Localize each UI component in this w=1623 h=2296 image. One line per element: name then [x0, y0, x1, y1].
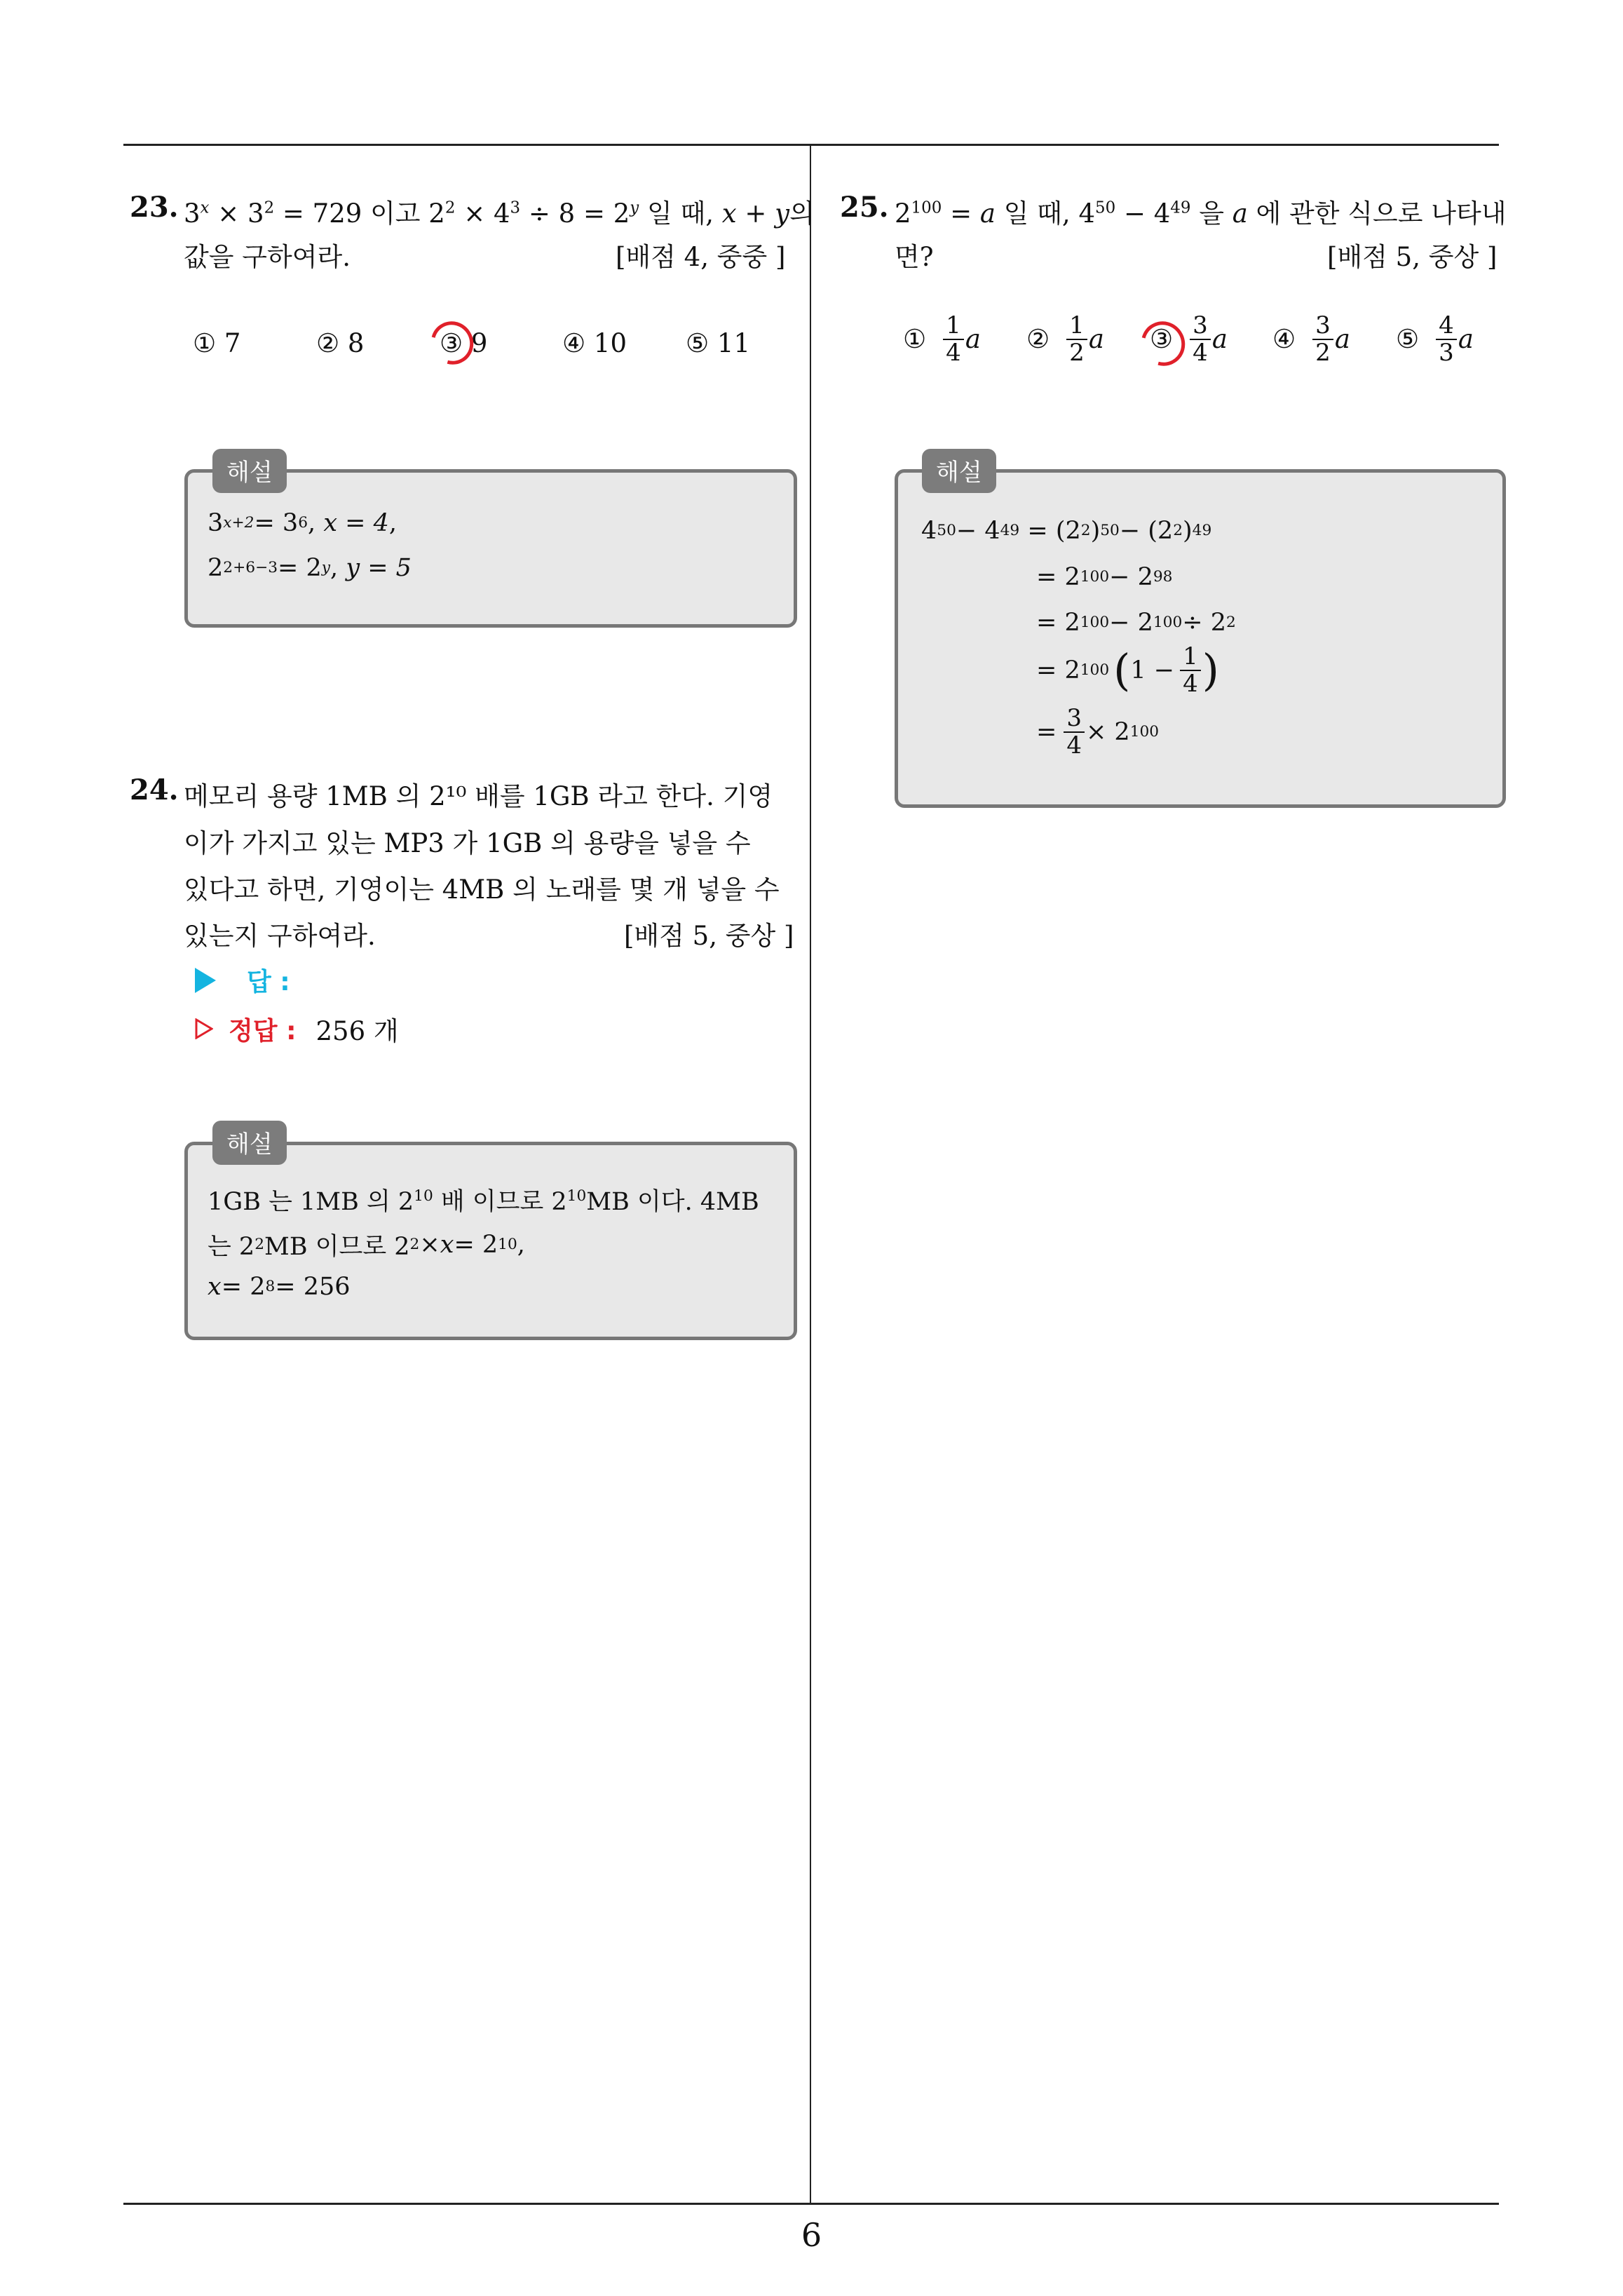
q24-correct-label: 정답 : [229, 1016, 297, 1046]
page-number: 6 [801, 2216, 822, 2254]
q23-solution-line2: 2 2+6−3 = 2 y , y = 5 [208, 554, 412, 582]
q25-solution-line5: = $\frac{3}{4}$ × 2 100 [1036, 704, 1160, 759]
q23-choice-5[interactable]: ⑤ 11 [686, 328, 751, 358]
q23-question-line1: $3^x \times 3^2 = 729$ 이고 $2^2 \times 4^3 \div 8 = 2^y$ 일 때, x + y 의 [184, 192, 798, 230]
q25-choice-2[interactable]: ② $\frac{1}{2}$ a [1026, 311, 1104, 367]
q24-correct-row [195, 1010, 399, 1048]
q24-solution-tab: 해설 [212, 1121, 287, 1165]
q23-score: [배점 4, 중중 ] [616, 242, 786, 272]
q24-answer-row [195, 962, 290, 998]
q24-number: 24. [130, 774, 179, 806]
bottom-rule [123, 2203, 1499, 2205]
q24-answer-label: 답 : [247, 968, 290, 997]
q23-number: 23. [130, 191, 179, 224]
q24-score: [배점 5, 중상 ] [624, 921, 794, 951]
q23-choice-4[interactable]: ④ 10 [562, 328, 627, 358]
q25-choice-4[interactable]: ④ $\frac{3}{2}$ a [1272, 311, 1350, 367]
q23-choice-3[interactable]: ③ 9 [440, 328, 488, 358]
q23-question-line2: 값을 구하여라. [184, 242, 351, 272]
q23-equation1: $3^x \times 3^2 = 729$ 이고 $2^2 \times 4^3 \div 8 = 2^y$ 일 때, x + y [184, 198, 790, 229]
q23-solution-tab: 해설 [212, 449, 287, 493]
q25-choice-5[interactable]: ⑤ $\frac{4}{3}$ a [1396, 311, 1474, 367]
q25-choice-1[interactable]: ① $\frac{1}{4}$ a [903, 311, 981, 367]
q23-choice-2[interactable]: ② 8 [316, 328, 365, 358]
play-arrow-icon [195, 968, 216, 993]
outline-arrow-icon [195, 1018, 213, 1039]
q23-choice-1[interactable]: ① 7 [193, 328, 241, 358]
q25-solution-tab: 해설 [922, 449, 996, 493]
q24-solution-line2: 는 2 2 MB 이므로 2 2 × x = 2 10 , [208, 1231, 525, 1261]
column-divider [810, 144, 811, 2203]
q25-solution-line4: = 2 100 ( 1 − $\frac{1}{4}$ ) [1036, 642, 1219, 698]
q25-solution-line1: 4 50 − 4 49 = (2 2 ) 50 − (2 2 ) 49 [921, 517, 1212, 545]
q23-solution-line1: 3 x+2 = 3 6 , x = 4 , [208, 509, 398, 537]
q25-question-line2: 면? [895, 242, 934, 272]
q25-choices [903, 313, 1506, 376]
q25-solution-line2: = 2 100 − 2 98 [1036, 563, 1173, 591]
q23-answer-circle-mark [423, 313, 482, 372]
q25-choice-3[interactable]: ③ $\frac{3}{4}$ a [1150, 311, 1228, 367]
top-rule [123, 144, 1499, 146]
q24-solution-line1: 1GB 는 1MB 의 $2^{10}$ 배 이므로 $2^{10}MB$ 이다. 4MB [208, 1187, 759, 1216]
q25-number: 25. [840, 191, 889, 224]
q24-solution-line3: x = 2 8 = 256 [208, 1273, 351, 1301]
q25-solution-line3: = 2 100 − 2 100 ÷ 2 2 [1036, 609, 1236, 637]
q24-question-line4: 있는지 구하여라. [184, 921, 376, 951]
q24-question-line1: 메모리 용량 1MB 의 2¹⁰ 배를 1GB 라고 한다. 기영 [184, 781, 773, 811]
q24-question-line2: 이가 가지고 있는 MP3 가 1GB 의 용량을 넣을 수 [184, 828, 751, 858]
q23-choices [193, 328, 796, 363]
q24-question-line3: 있다고 하면, 기영이는 4MB 의 노래를 몇 개 넣을 수 [184, 874, 780, 905]
q25-score: [배점 5, 중상 ] [1327, 242, 1498, 272]
q25-question-line1: $2^{100} = a$ 일 때, $4^{50} - 4^{49}$ 을 a 에 관한 식으로 나타내 [895, 198, 1507, 229]
q24-correct-value: 256 개 [315, 1016, 399, 1046]
